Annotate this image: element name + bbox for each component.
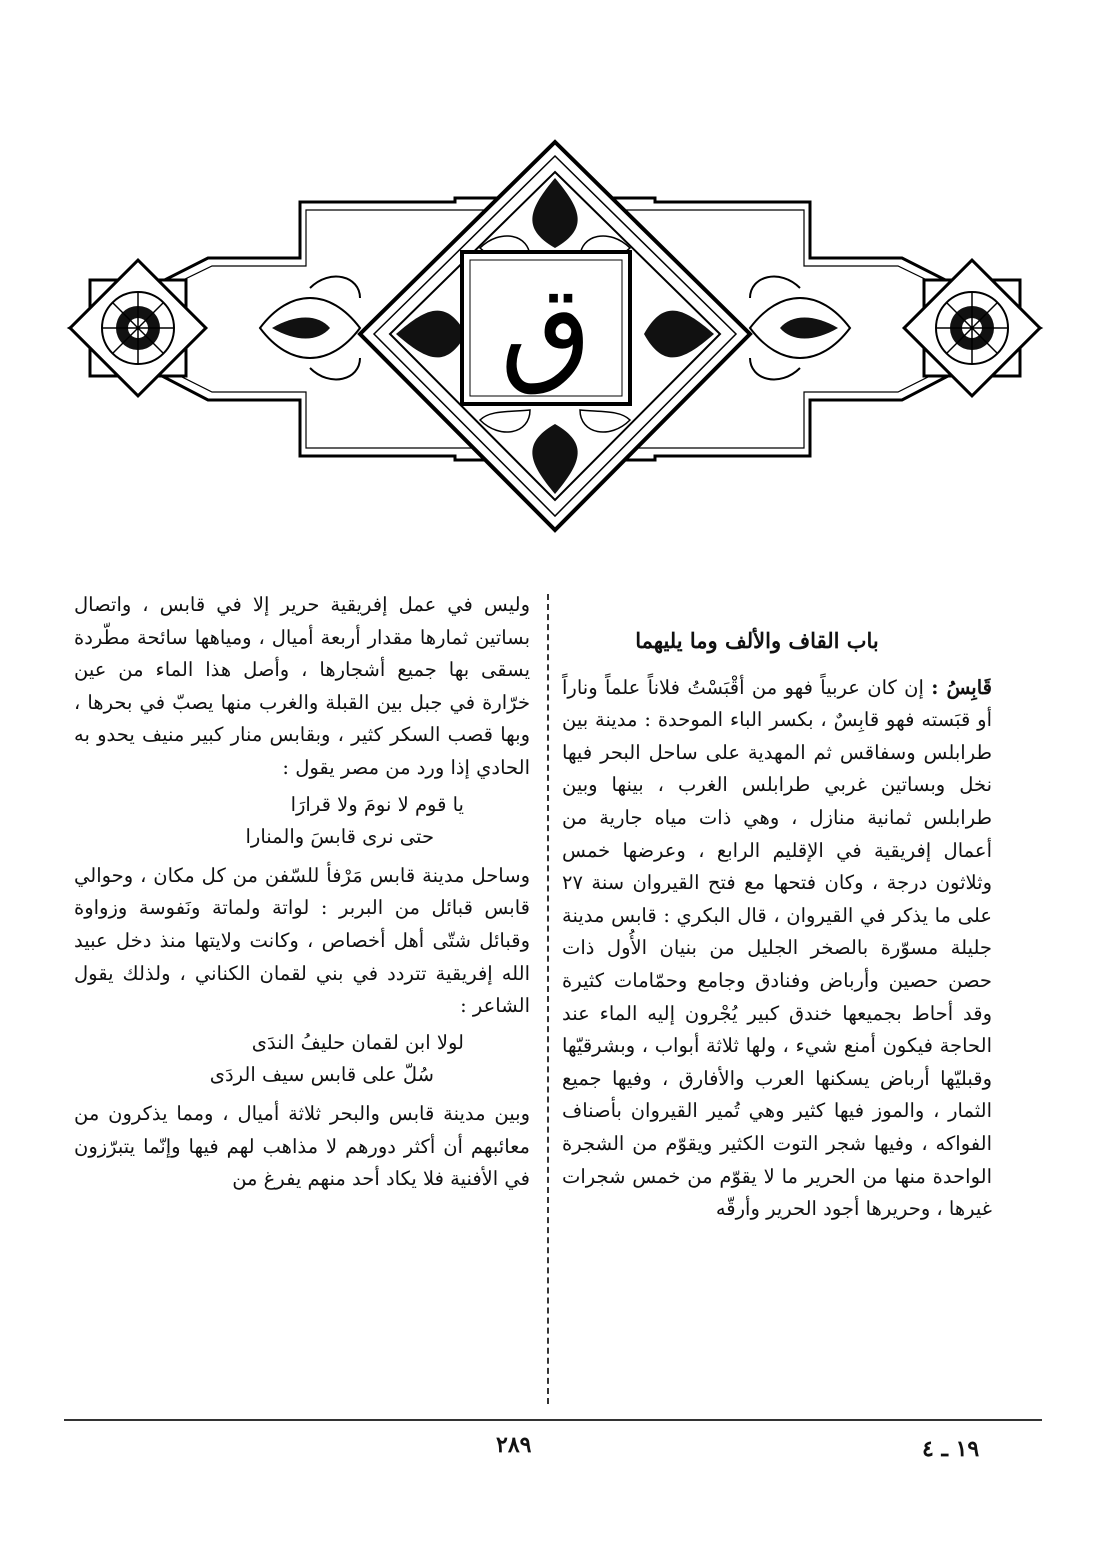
paragraph-3: وبين مدينة قابس والبحر ثلاثة أميال ، ومما يذكرون من معائبهم أن أكثر دورهم لا مذاهب لهم فيها وإنّما يتبرّزون في الأفنية فلا يكاد أحد منهم يفرغ من <box>74 1101 530 1191</box>
entry-headword: قَابِسُ : <box>931 675 992 699</box>
chapter-letter: ق <box>500 259 592 397</box>
page-number: ٢٨٩ <box>496 1432 532 1458</box>
column-divider <box>547 594 549 1404</box>
poem-2 <box>74 1027 530 1092</box>
signature-mark: ١٩ ـ ٤ <box>922 1436 980 1462</box>
poem-2-line-1: لولا ابن لقمان حليفُ الندَى <box>251 1030 464 1054</box>
chapter-heading: باب القاف والألف وما يليهما <box>635 628 879 653</box>
right-column <box>562 617 992 1226</box>
paragraph-2: وساحل مدينة قابس مَرْفأ للسّفن من كل مكان ، وحوالي قابس قبائل من البربر : لواتة ولماتة ونَفوسة وزواوة وقبائل شتّى أهل أخصاص ، وكانت ولايتها منذ دخل عبيد الله إفريقية تتردد في بني لقمان الكناني ، ولذلك يقول الشاعر : <box>74 863 530 1018</box>
left-column <box>74 589 530 1196</box>
poem-1-line-1: يا قوم لا نومَ ولا قرارَا <box>290 792 464 816</box>
footer-rule <box>64 1419 1042 1421</box>
poem-1 <box>74 789 530 854</box>
paragraph-1: وليس في عمل إفريقية حرير إلا في قابس ، واتصال بساتين ثمارها مقدار أربعة أميال ، ومياهها سائحة مطّردة يسقى بها جميع أشجارها ، وأصل هذا الماء من عين خرّارة في جبل بين القبلة والغرب منها يصبّ في بحرها ، وبها قصب السكر كثير ، وبقابس منار كبير منيف يحدو به الحادي إذا ورد من مصر يقول : <box>74 593 530 779</box>
entry-text: إن كان عربياً فهو من أقْبَسْتُ فلاناً علماً وناراً أو قبَسته فهو قابِسٌ ، بكسر الباء الموحدة : مدينة بين طرابلس وسفاقس ثم المهدية على ساحل البحر فيها نخل وبساتين غربي طرابلس الغرب ، بينها وبين طرابلس ثمانية منازل ، وهي ذات مياه جارية من أعمال إفريقية في الإقليم الرابع ، وعرضها خمس وثلاثون درجة ، وكان فتحها مع فتح القيروان سنة ٢٧ على ما يذكر في القيروان ، قال البكري : قابس مدينة جليلة مسوّرة بالصخر الجليل من بنيان الأُول ذات حصن حصين وأرباض وفنادق وجامع وحمّامات كثيرة وقد أحاط بجميعها خندق كبير يُجْرون إليه الماء عند الحاجة فيكون أمنع شيء ، ولها ثلاثة أبواب ، وبشرقيّها وقبليّها أرباض يسكنها العرب والأفارق ، وفيها جميع الثمار ، والموز فيها كثير وهي تُمير القيروان بأصناف الفواكه ، وفيها شجر التوت الكثير ويقوّم من الشجرة الواحدة منها من الحرير ما لا يقوّم من خمس شجرات غيرها ، وحريرها أجود الحرير وأرقّه <box>562 675 992 1221</box>
poem-2-line-2: سُلّ على قابس سيف الردَى <box>209 1063 434 1087</box>
entry-paragraph <box>562 672 992 1226</box>
poem-1-line-2: حتى نرى قابسَ والمنارا <box>245 825 434 849</box>
